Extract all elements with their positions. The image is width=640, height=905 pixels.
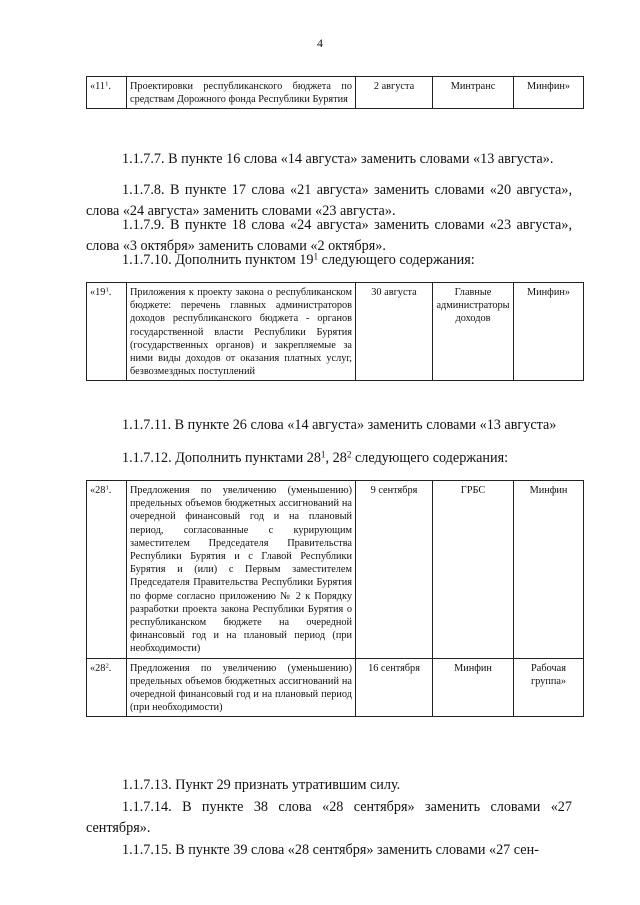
- amendment-table-item-19-1: [86, 282, 584, 381]
- table-row: [87, 283, 584, 381]
- paragraph-1-1-7-9: 1.1.7.9. В пункте 18 слова «24 августа» заменить словами «23 августа», слова «3 октября» заменить словами «2 октября».: [86, 217, 572, 254]
- responsible-cell: Минтранс: [433, 77, 514, 109]
- paragraph-1-1-7-13: 1.1.7.13. Пункт 29 признать утратившим силу.: [122, 777, 401, 793]
- page-number: 4: [317, 36, 323, 50]
- coordinator-cell: Рабочая группа»: [514, 658, 584, 717]
- paragraph-1-1-7-12: 1.1.7.12. Дополнить пунктами $28^1$, $28^2$ следующего содержания:: [122, 449, 509, 466]
- paragraph-1-1-7-15: 1.1.7.15. В пункте 39 слова «28 сентября» заменить словами «27 сен-: [122, 842, 539, 858]
- paragraph-1-1-7-8: 1.1.7.8. В пункте 17 слова «21 августа» заменить словами «20 августа», слова «24 августа» заменить словами «23 августа».: [86, 182, 572, 219]
- coordinator-cell: Минфин: [514, 481, 584, 659]
- table-row: [87, 77, 584, 109]
- item-number-cell: «$11^1$.: [87, 77, 127, 109]
- responsible-cell: Главные администраторы доходов: [433, 283, 514, 381]
- item-name-cell: Предложения по увеличению (уменьшению) предельных объемов бюджетных ассигнований на очередной финансовый год и на плановый период (при необходимости): [127, 658, 356, 717]
- deadline-cell: 30 августа: [356, 283, 433, 381]
- deadline-cell: 16 сентября: [356, 658, 433, 717]
- amendment-table-items-28: [86, 480, 584, 717]
- table-row: [87, 481, 584, 659]
- paragraph-1-1-7-14: 1.1.7.14. В пункте 38 слова «28 сентября» заменить словами «27 сентября».: [86, 799, 572, 836]
- paragraph-1-1-7-10: 1.1.7.10. Дополнить пунктом $19^1$ следующего содержания:: [122, 251, 475, 268]
- item-name-cell: Предложения по увеличению (уменьшению) предельных объемов бюджетных ассигнований на очередной финансовый год и на плановый период, согласованные с курирующим заместителем Председателя Правительства Республики Бурятия и с Главой Республики Бурятия и (или) с Первым заместителем Председателя Правительства Республики Бурятия по форме согласно приложению № 2 к Порядку разработки проекта закона Республики Бурятия о республиканском бюджете на очередной финансовый год и на плановый период (при необходимости): [127, 481, 356, 659]
- item-number-cell: «$28^2$.: [87, 658, 127, 717]
- paragraph-1-1-7-11: 1.1.7.11. В пункте 26 слова «14 августа» заменить словами «13 августа»: [122, 417, 557, 433]
- responsible-cell: ГРБС: [433, 481, 514, 659]
- item-number-cell: «$28^1$.: [87, 481, 127, 659]
- paragraph-1-1-7-7: 1.1.7.7. В пункте 16 слова «14 августа» заменить словами «13 августа».: [122, 151, 554, 167]
- item-name-cell: Приложения к проекту закона о республиканском бюджете: перечень главных администраторов доходов республиканского бюджета - органов государственной власти Республики Бурятия (государственных органов) и закрепляемые за ними виды доходов от оказания платных услуг, безвозмездных поступлений: [127, 283, 356, 381]
- item-number-cell: «$19^1$.: [87, 283, 127, 381]
- coordinator-cell: Минфин»: [514, 77, 584, 109]
- coordinator-cell: Минфин»: [514, 283, 584, 381]
- amendment-table-item-11-1: [86, 76, 584, 109]
- item-name-cell: Проектировки республиканского бюджета по средствам Дорожного фонда Республики Бурятия: [127, 77, 356, 109]
- table-row: [87, 658, 584, 717]
- deadline-cell: 2 августа: [356, 77, 433, 109]
- responsible-cell: Минфин: [433, 658, 514, 717]
- deadline-cell: 9 сентября: [356, 481, 433, 659]
